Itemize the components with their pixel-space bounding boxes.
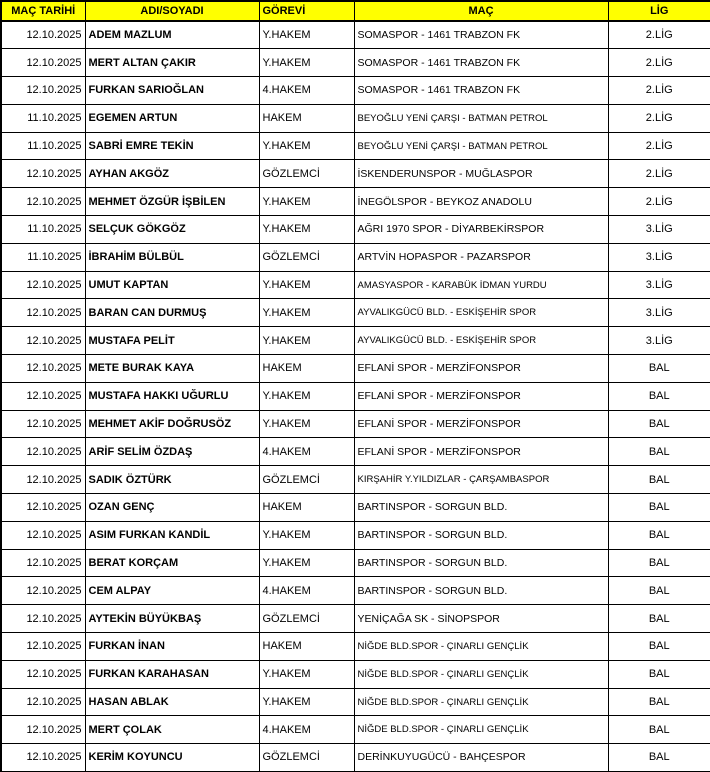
cell-league: 3.LİG [608, 327, 710, 355]
cell-match-date: 12.10.2025 [1, 160, 85, 188]
table-row [1, 577, 710, 605]
cell-duty: 4.HAKEM [259, 77, 354, 105]
cell-duty: 4.HAKEM [259, 577, 354, 605]
cell-league: 2.LİG [608, 21, 710, 49]
cell-name: MERT ALTAN ÇAKIR [85, 49, 259, 77]
table-row [1, 160, 710, 188]
cell-name: ADEM MAZLUM [85, 21, 259, 49]
cell-match-date: 12.10.2025 [1, 660, 85, 688]
cell-name: AYTEKİN BÜYÜKBAŞ [85, 605, 259, 633]
cell-league: BAL [608, 355, 710, 383]
cell-name: MUSTAFA HAKKI UĞURLU [85, 382, 259, 410]
table-row [1, 271, 710, 299]
cell-league: BAL [608, 744, 710, 772]
cell-name: EGEMEN ARTUN [85, 104, 259, 132]
cell-name: ASIM FURKAN KANDİL [85, 521, 259, 549]
cell-match: NİĞDE BLD.SPOR - ÇINARLI GENÇLİK [354, 660, 608, 688]
cell-match-date: 12.10.2025 [1, 577, 85, 605]
cell-name: ARİF SELİM ÖZDAŞ [85, 438, 259, 466]
table-row [1, 188, 710, 216]
cell-match-date: 12.10.2025 [1, 521, 85, 549]
header-duty: GÖREVİ [259, 1, 354, 21]
table-row [1, 132, 710, 160]
cell-league: 3.LİG [608, 299, 710, 327]
cell-match: AMASYASPOR - KARABÜK İDMAN YURDU [354, 271, 608, 299]
cell-duty: Y.HAKEM [259, 188, 354, 216]
cell-match: SOMASPOR - 1461 TRABZON FK [354, 77, 608, 105]
cell-match: YENİÇAĞA SK - SİNOPSPOR [354, 605, 608, 633]
cell-name: HASAN ABLAK [85, 688, 259, 716]
cell-duty: HAKEM [259, 355, 354, 383]
cell-league: 2.LİG [608, 77, 710, 105]
header-name: ADI/SOYADI [85, 1, 259, 21]
cell-duty: HAKEM [259, 104, 354, 132]
cell-match-date: 11.10.2025 [1, 132, 85, 160]
table-row [1, 744, 710, 772]
cell-league: 2.LİG [608, 188, 710, 216]
cell-match: NİĞDE BLD.SPOR - ÇINARLI GENÇLİK [354, 716, 608, 744]
cell-league: 3.LİG [608, 216, 710, 244]
cell-match: BARTINSPOR - SORGUN BLD. [354, 494, 608, 522]
table-row [1, 716, 710, 744]
cell-match: İNEGÖLSPOR - BEYKOZ ANADOLU [354, 188, 608, 216]
table-row [1, 494, 710, 522]
cell-name: CEM ALPAY [85, 577, 259, 605]
cell-league: 3.LİG [608, 271, 710, 299]
cell-league: BAL [608, 577, 710, 605]
cell-match-date: 12.10.2025 [1, 633, 85, 661]
cell-league: BAL [608, 438, 710, 466]
cell-league: BAL [608, 494, 710, 522]
cell-match: EFLANİ SPOR - MERZİFONSPOR [354, 355, 608, 383]
header-match: MAÇ [354, 1, 608, 21]
table-row [1, 327, 710, 355]
cell-duty: Y.HAKEM [259, 271, 354, 299]
cell-match-date: 12.10.2025 [1, 271, 85, 299]
cell-duty: Y.HAKEM [259, 299, 354, 327]
table-row [1, 299, 710, 327]
table-row [1, 355, 710, 383]
cell-duty: Y.HAKEM [259, 49, 354, 77]
cell-duty: GÖZLEMCİ [259, 605, 354, 633]
cell-name: MUSTAFA PELİT [85, 327, 259, 355]
cell-match-date: 12.10.2025 [1, 744, 85, 772]
cell-match: İSKENDERUNSPOR - MUĞLASPOR [354, 160, 608, 188]
cell-league: BAL [608, 688, 710, 716]
cell-match-date: 12.10.2025 [1, 688, 85, 716]
cell-match: BARTINSPOR - SORGUN BLD. [354, 521, 608, 549]
cell-league: BAL [608, 382, 710, 410]
cell-match: BEYOĞLU YENİ ÇARŞI - BATMAN PETROL [354, 104, 608, 132]
cell-name: METE BURAK KAYA [85, 355, 259, 383]
cell-match: EFLANİ SPOR - MERZİFONSPOR [354, 410, 608, 438]
cell-match-date: 12.10.2025 [1, 605, 85, 633]
cell-duty: 4.HAKEM [259, 438, 354, 466]
cell-match-date: 12.10.2025 [1, 21, 85, 49]
cell-league: BAL [608, 521, 710, 549]
cell-match-date: 12.10.2025 [1, 716, 85, 744]
table-row [1, 216, 710, 244]
cell-match: NİĞDE BLD.SPOR - ÇINARLI GENÇLİK [354, 633, 608, 661]
cell-name: İBRAHİM BÜLBÜL [85, 243, 259, 271]
table-row [1, 382, 710, 410]
cell-match-date: 12.10.2025 [1, 410, 85, 438]
cell-match-date: 12.10.2025 [1, 49, 85, 77]
cell-match: AĞRI 1970 SPOR - DİYARBEKİRSPOR [354, 216, 608, 244]
cell-name: MEHMET ÖZGÜR İŞBİLEN [85, 188, 259, 216]
header-match-date: MAÇ TARİHİ [1, 1, 85, 21]
cell-match-date: 12.10.2025 [1, 438, 85, 466]
cell-duty: GÖZLEMCİ [259, 243, 354, 271]
cell-league: 2.LİG [608, 104, 710, 132]
cell-name: FURKAN KARAHASAN [85, 660, 259, 688]
cell-match: SOMASPOR - 1461 TRABZON FK [354, 49, 608, 77]
table-row [1, 521, 710, 549]
cell-name: UMUT KAPTAN [85, 271, 259, 299]
cell-match: BARTINSPOR - SORGUN BLD. [354, 577, 608, 605]
table-row [1, 21, 710, 49]
header-league: LİG [608, 1, 710, 21]
cell-duty: Y.HAKEM [259, 132, 354, 160]
cell-duty: GÖZLEMCİ [259, 160, 354, 188]
cell-name: FURKAN SARIOĞLAN [85, 77, 259, 105]
cell-name: SABRİ EMRE TEKİN [85, 132, 259, 160]
cell-name: MEHMET AKİF DOĞRUSÖZ [85, 410, 259, 438]
cell-league: BAL [608, 605, 710, 633]
cell-match-date: 11.10.2025 [1, 104, 85, 132]
table-row [1, 633, 710, 661]
cell-duty: Y.HAKEM [259, 382, 354, 410]
cell-match: NİĞDE BLD.SPOR - ÇINARLI GENÇLİK [354, 688, 608, 716]
cell-league: BAL [608, 549, 710, 577]
assignments-body [1, 21, 710, 772]
table-row [1, 104, 710, 132]
cell-match: ARTVİN HOPASPOR - PAZARSPOR [354, 243, 608, 271]
cell-duty: Y.HAKEM [259, 660, 354, 688]
cell-name: AYHAN AKGÖZ [85, 160, 259, 188]
cell-league: BAL [608, 660, 710, 688]
cell-duty: GÖZLEMCİ [259, 744, 354, 772]
cell-match-date: 12.10.2025 [1, 382, 85, 410]
cell-duty: 4.HAKEM [259, 716, 354, 744]
cell-name: SADIK ÖZTÜRK [85, 466, 259, 494]
cell-league: BAL [608, 633, 710, 661]
cell-duty: HAKEM [259, 633, 354, 661]
header-row [1, 1, 710, 21]
cell-duty: Y.HAKEM [259, 688, 354, 716]
cell-name: FURKAN İNAN [85, 633, 259, 661]
cell-duty: Y.HAKEM [259, 327, 354, 355]
cell-match: AYVALIKGÜCÜ BLD. - ESKİŞEHİR SPOR [354, 299, 608, 327]
cell-match: KIRŞAHİR Y.YILDIZLAR - ÇARŞAMBASPOR [354, 466, 608, 494]
table-row [1, 549, 710, 577]
cell-league: 2.LİG [608, 132, 710, 160]
cell-duty: GÖZLEMCİ [259, 466, 354, 494]
cell-name: KERİM KOYUNCU [85, 744, 259, 772]
cell-duty: Y.HAKEM [259, 521, 354, 549]
cell-match-date: 12.10.2025 [1, 188, 85, 216]
table-row [1, 77, 710, 105]
cell-match: BARTINSPOR - SORGUN BLD. [354, 549, 608, 577]
cell-league: 2.LİG [608, 160, 710, 188]
cell-duty: Y.HAKEM [259, 410, 354, 438]
cell-duty: Y.HAKEM [259, 216, 354, 244]
table-row [1, 49, 710, 77]
cell-match-date: 12.10.2025 [1, 355, 85, 383]
cell-duty: Y.HAKEM [259, 549, 354, 577]
table-row [1, 605, 710, 633]
cell-match-date: 12.10.2025 [1, 299, 85, 327]
cell-match: AYVALIKGÜCÜ BLD. - ESKİŞEHİR SPOR [354, 327, 608, 355]
table-row [1, 688, 710, 716]
cell-league: BAL [608, 466, 710, 494]
cell-match: EFLANİ SPOR - MERZİFONSPOR [354, 438, 608, 466]
cell-match-date: 11.10.2025 [1, 243, 85, 271]
cell-match-date: 12.10.2025 [1, 466, 85, 494]
cell-match-date: 12.10.2025 [1, 77, 85, 105]
table-row [1, 410, 710, 438]
cell-match: SOMASPOR - 1461 TRABZON FK [354, 21, 608, 49]
cell-name: BARAN CAN DURMUŞ [85, 299, 259, 327]
table-row [1, 243, 710, 271]
cell-match-date: 11.10.2025 [1, 216, 85, 244]
cell-league: BAL [608, 410, 710, 438]
table-row [1, 466, 710, 494]
cell-match-date: 12.10.2025 [1, 549, 85, 577]
cell-match-date: 12.10.2025 [1, 494, 85, 522]
cell-match: DERİNKUYUGÜCÜ - BAHÇESPOR [354, 744, 608, 772]
cell-duty: Y.HAKEM [259, 21, 354, 49]
cell-name: BERAT KORÇAM [85, 549, 259, 577]
cell-duty: HAKEM [259, 494, 354, 522]
cell-league: 3.LİG [608, 243, 710, 271]
cell-name: SELÇUK GÖKGÖZ [85, 216, 259, 244]
cell-match: BEYOĞLU YENİ ÇARŞI - BATMAN PETROL [354, 132, 608, 160]
cell-league: 2.LİG [608, 49, 710, 77]
table-row [1, 660, 710, 688]
cell-name: OZAN GENÇ [85, 494, 259, 522]
cell-league: BAL [608, 716, 710, 744]
cell-match-date: 12.10.2025 [1, 327, 85, 355]
cell-name: MERT ÇOLAK [85, 716, 259, 744]
cell-match: EFLANİ SPOR - MERZİFONSPOR [354, 382, 608, 410]
table-row [1, 438, 710, 466]
